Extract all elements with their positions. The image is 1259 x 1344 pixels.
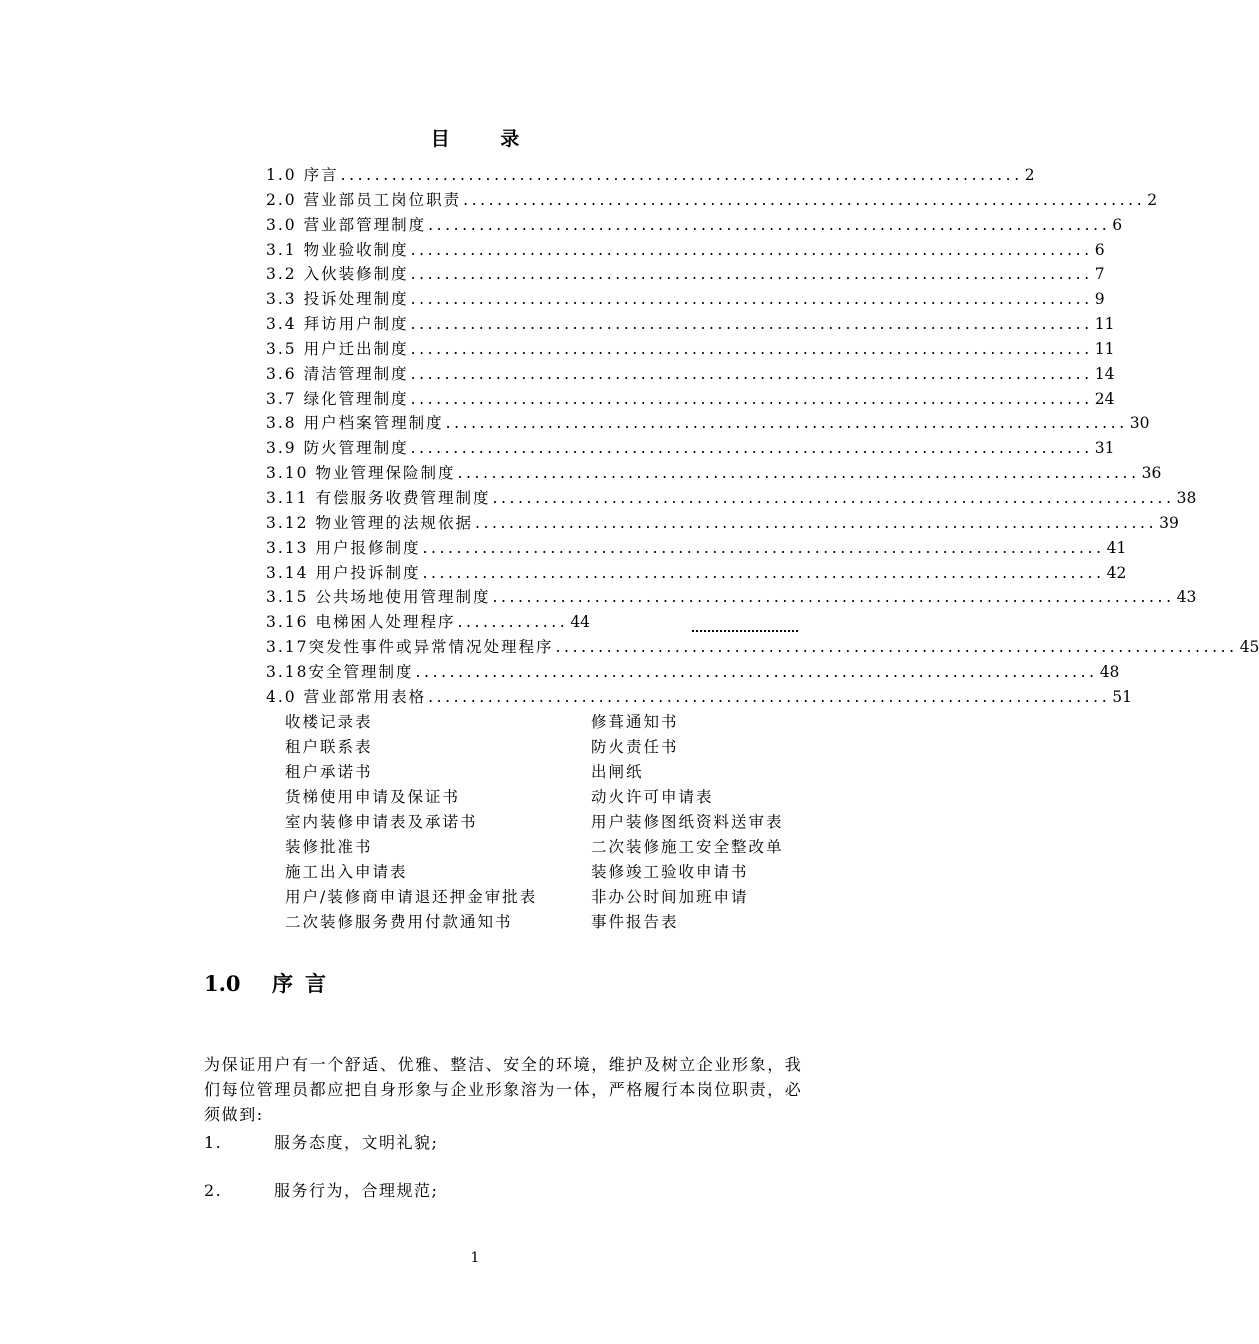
toc-entry-label: 1.0 序言	[266, 166, 339, 184]
toc-leader-dots: .............	[457, 613, 569, 632]
toc-entry[interactable]	[266, 362, 1115, 387]
toc-entry[interactable]	[266, 685, 1132, 710]
toc-entry-label: 3.11 有偿服务收费管理制度	[266, 488, 491, 507]
form-item[interactable]: 二次装修施工安全整改单	[591, 838, 784, 856]
toc-entry[interactable]	[266, 660, 1120, 685]
toc-entry-page: 11	[1094, 339, 1115, 358]
toc-leader-dots: ................................................................................	[492, 488, 1175, 507]
forms-row	[285, 760, 825, 785]
form-item[interactable]: 租户承诺书	[285, 763, 373, 781]
form-item[interactable]: 非办公时间加班申请	[591, 888, 749, 906]
toc-entry-page: 44	[570, 613, 591, 632]
toc-title: 目 录	[430, 128, 542, 150]
toc-entry-label: 3.16 电梯困人处理程序	[266, 613, 456, 632]
toc-entry-page: 30	[1129, 414, 1150, 433]
toc-leader-dots: ................................................................................	[410, 439, 1093, 458]
toc-entry-label: 3.14 用户投诉制度	[266, 563, 421, 582]
form-item[interactable]: 用户/装修商申请退还押金审批表	[285, 888, 538, 906]
toc-leader-dots: ................................................................................	[415, 662, 1098, 681]
toc-entry[interactable]	[266, 511, 1179, 536]
list-item-number: 2.	[204, 1181, 223, 1200]
form-item[interactable]: 施工出入申请表	[285, 863, 408, 881]
toc-leader-dots: ................................................................................	[492, 588, 1175, 607]
dotted-leader-line	[692, 630, 798, 632]
toc-leader-dots: ................................................................................	[457, 464, 1140, 483]
toc-entry-label: 3.17突发性事件或异常情况处理程序	[266, 638, 554, 657]
toc-leader-dots: ................................................................................	[422, 563, 1105, 582]
toc-entry-page: 48	[1099, 662, 1120, 681]
toc-entry-page: 9	[1094, 290, 1105, 309]
toc-entry[interactable]	[266, 561, 1127, 586]
toc-entry-label: 3.9 防火管理制度	[266, 439, 409, 458]
form-item[interactable]: 收楼记录表	[285, 713, 373, 731]
table-of-contents	[266, 163, 1259, 710]
form-item[interactable]: 动火许可申请表	[591, 788, 714, 806]
toc-entry-page: 42	[1106, 563, 1127, 582]
toc-leader-dots: ................................................................................	[410, 265, 1093, 284]
toc-entry-label: 3.18安全管理制度	[266, 662, 414, 681]
form-item[interactable]: 二次装修服务费用付款通知书	[285, 913, 513, 931]
toc-entry-page: 51	[1112, 687, 1132, 706]
toc-leader-dots: ................................................................................	[410, 240, 1093, 259]
toc-entry-label: 3.4 拜访用户制度	[266, 315, 409, 334]
toc-entry-page: 14	[1094, 364, 1115, 383]
forms-row	[285, 810, 825, 835]
toc-leader-dots: ................................................................................	[340, 166, 1023, 184]
section-number: 1.0	[204, 971, 241, 996]
form-item[interactable]: 防火责任书	[591, 738, 679, 756]
forms-list	[285, 710, 825, 935]
toc-entry-page: 39	[1159, 513, 1179, 532]
toc-entry-page: 6	[1112, 215, 1123, 234]
list-item	[204, 1178, 438, 1201]
form-item[interactable]: 室内装修申请表及承诺书	[285, 813, 478, 831]
toc-entry[interactable]	[266, 635, 1259, 660]
toc-entry-label: 3.12 物业管理的法规依据	[266, 513, 473, 532]
toc-entry-page: 38	[1176, 488, 1197, 507]
toc-entry[interactable]	[266, 436, 1115, 461]
toc-leader-dots: ................................................................................	[410, 339, 1093, 358]
forms-row	[285, 785, 825, 810]
toc-leader-dots: ................................................................................	[428, 687, 1111, 706]
forms-row	[285, 860, 825, 885]
toc-leader-dots: ................................................................................	[445, 414, 1128, 433]
list-item	[204, 1130, 438, 1153]
toc-entry-page: 41	[1106, 538, 1127, 557]
toc-entry-page: 45	[1239, 638, 1259, 657]
form-item[interactable]: 用户装修图纸资料送审表	[591, 813, 784, 831]
toc-entry-label: 3.7 绿化管理制度	[266, 389, 409, 408]
toc-leader-dots: ................................................................................	[463, 190, 1146, 209]
toc-entry[interactable]	[266, 163, 1035, 188]
toc-entry-label: 3.15 公共场地使用管理制度	[266, 588, 491, 607]
toc-entry-label: 3.1 物业验收制度	[266, 240, 409, 259]
form-item[interactable]: 事件报告表	[591, 913, 679, 931]
toc-entry[interactable]	[266, 287, 1105, 312]
toc-entry-label: 3.6 清洁管理制度	[266, 364, 409, 383]
toc-leader-dots: ................................................................................	[410, 290, 1093, 309]
toc-entry-page: 36	[1141, 464, 1162, 483]
toc-entry-page: 24	[1094, 389, 1115, 408]
toc-entry[interactable]	[266, 337, 1115, 362]
toc-entry-page: 43	[1176, 588, 1197, 607]
toc-entry-label: 3.5 用户迁出制度	[266, 339, 409, 358]
form-item[interactable]: 租户联系表	[285, 738, 373, 756]
list-item-text: 服务态度，文明礼貌;	[274, 1133, 439, 1152]
toc-entry-page: 6	[1094, 240, 1105, 259]
forms-row	[285, 910, 825, 935]
form-item[interactable]: 修葺通知书	[591, 713, 679, 731]
section-heading	[204, 968, 338, 998]
form-item[interactable]: 货梯使用申请及保证书	[285, 788, 461, 806]
toc-leader-dots: ................................................................................	[410, 364, 1093, 383]
section-title: 序言	[272, 971, 338, 996]
toc-entry[interactable]	[266, 486, 1197, 511]
toc-entry[interactable]	[266, 238, 1105, 263]
form-item[interactable]: 装修批准书	[285, 838, 373, 856]
forms-row	[285, 735, 825, 760]
toc-entry-label: 3.3 投诉处理制度	[266, 290, 409, 309]
toc-entry[interactable]	[266, 411, 1150, 436]
toc-entry-page: 2	[1147, 190, 1158, 209]
forms-row	[285, 710, 825, 735]
page-number: 1	[470, 1250, 480, 1266]
toc-entry-page: 31	[1094, 439, 1115, 458]
toc-entry-label: 3.2 入伙装修制度	[266, 265, 409, 284]
toc-entry-page: 11	[1094, 315, 1115, 334]
toc-leader-dots: ................................................................................	[410, 315, 1093, 334]
toc-entry[interactable]	[266, 387, 1115, 412]
toc-entry-label: 3.10 物业管理保险制度	[266, 464, 456, 483]
forms-row	[285, 885, 825, 910]
list-item-text: 服务行为，合理规范;	[274, 1181, 439, 1200]
toc-entry-label: 3.0 营业部管理制度	[266, 215, 427, 234]
toc-leader-dots: ................................................................................	[422, 538, 1105, 557]
toc-entry[interactable]	[266, 536, 1127, 561]
toc-entry[interactable]	[266, 262, 1105, 287]
toc-entry[interactable]	[266, 213, 1123, 238]
toc-entry[interactable]	[266, 461, 1162, 486]
form-item[interactable]: 装修竣工验收申请书	[591, 863, 749, 881]
toc-leader-dots: ................................................................................	[555, 638, 1238, 657]
section-paragraph: 为保证用户有一个舒适、优雅、整洁、安全的环境，维护及树立企业形象，我们每位管理员都应把自身形象与企业形象溶为一体，严格履行本岗位职责，必须做到:	[204, 1055, 803, 1124]
toc-entry-label: 3.8 用户档案管理制度	[266, 414, 444, 433]
toc-entry-page: 2	[1024, 166, 1035, 184]
list-item-number: 1.	[204, 1133, 223, 1152]
toc-entry-page: 7	[1094, 265, 1105, 284]
toc-leader-dots: ................................................................................	[428, 215, 1111, 234]
toc-entry-label: 2.0 营业部员工岗位职责	[266, 190, 462, 209]
toc-leader-dots: ................................................................................	[410, 389, 1093, 408]
toc-entry[interactable]	[266, 188, 1158, 213]
toc-leader-dots: ................................................................................	[474, 513, 1158, 532]
toc-entry[interactable]	[266, 585, 1197, 610]
toc-entry-label: 4.0 营业部常用表格	[266, 687, 427, 706]
forms-row	[285, 835, 825, 860]
form-item[interactable]: 出闸纸	[591, 763, 644, 781]
toc-entry-label: 3.13 用户报修制度	[266, 538, 421, 557]
toc-entry[interactable]	[266, 312, 1115, 337]
